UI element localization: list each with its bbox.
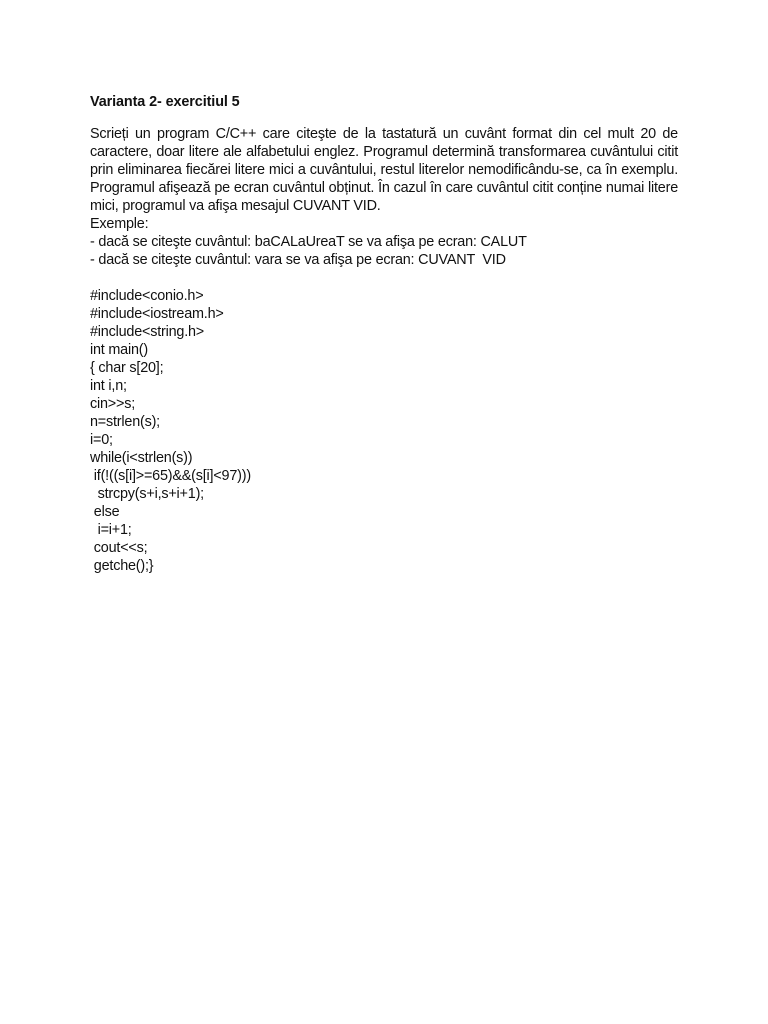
code-line: getche();} [90,558,154,574]
code-listing [90,287,678,575]
code-line: while(i<strlen(s)) [90,450,193,466]
example-line: - dacă se citeşte cuvântul: vara se va afişa pe ecran: CUVANT VID [90,252,506,268]
code-line: i=0; [90,432,113,448]
code-line: int main() [90,342,148,358]
code-line: else [90,504,120,520]
examples-label: Exemple: [90,216,149,232]
code-line: #include<conio.h> [90,288,204,304]
code-line: int i,n; [90,378,127,394]
example-line: - dacă se citeşte cuvântul: baCALaUreaT se va afişa pe ecran: CALUT [90,234,527,250]
code-line: { char s[20]; [90,360,164,376]
code-line: n=strlen(s); [90,414,160,430]
code-line: i=i+1; [90,522,132,538]
code-line: cin>>s; [90,396,135,412]
document-title: Varianta 2- exercitiul 5 [90,94,240,110]
code-line: if(!((s[i]>=65)&&(s[i]<97))) [90,468,251,484]
problem-statement: Scrieți un program C/C++ care citeşte de la tastatură un cuvânt format din cel mult 20 de caractere, doar litere ale alfabetului englez. Programul determină transformarea cuvântului citit prin eliminarea fiecărei litere mici a cuvântului, restul literelor nemodificându-se, ca în exemplu. Programul afişează pe ecran cuvântul obținut. În cazul în care cuvântul citit conține numai litere mici, programul va afişa mesajul CUVANT VID. [90,126,678,214]
code-line: #include<iostream.h> [90,306,224,322]
document-page [90,93,678,575]
code-line: cout<<s; [90,540,148,556]
blank-line [90,269,678,287]
code-line: strcpy(s+i,s+i+1); [90,486,204,502]
code-line: #include<string.h> [90,324,205,340]
